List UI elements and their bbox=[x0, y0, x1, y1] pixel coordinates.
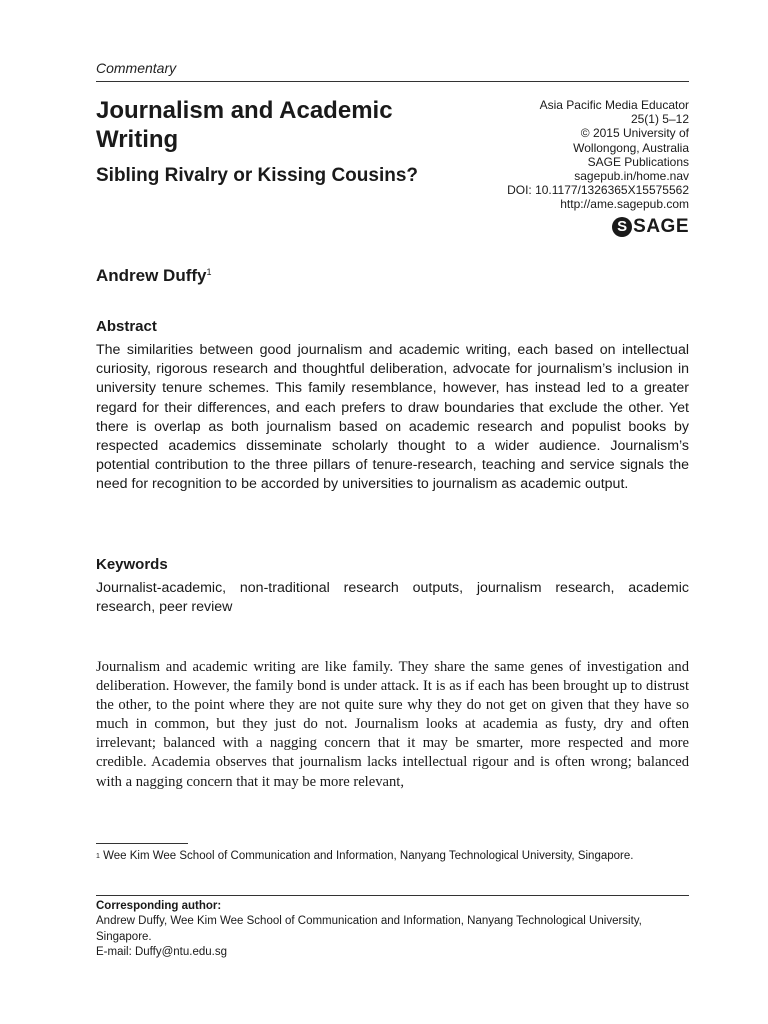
article-subtitle: Sibling Rivalry or Kissing Cousins? bbox=[96, 165, 418, 186]
journal-copyright: © 2015 University of bbox=[580, 126, 689, 141]
article-title: Journalism and Academic Writing bbox=[96, 97, 393, 153]
author-name bbox=[96, 266, 212, 286]
sage-logo-icon: S bbox=[612, 217, 632, 237]
footnote-marker: 1 bbox=[96, 853, 100, 860]
footnote bbox=[96, 849, 689, 864]
journal-volume: 25(1) 5–12 bbox=[630, 112, 689, 127]
article-doi[interactable]: DOI: 10.1177/1326365X15575562 bbox=[507, 183, 689, 198]
keywords-heading: Keywords bbox=[96, 556, 168, 573]
abstract-text: The similarities between good journalism and academic writing, each based on intellectual curiosity, rigorous research and thoughtful deliberation, advocate for journalism’s inclusion in university tenure schemes. This family resemblance, however, has instead led to a greater regard for their differences, and each prefers to draw boundaries that exclude the other. Yet there is overlap as both journalism based on academic research and populist books by respected academics disseminate scholarly thought to a wider audience. Journalism’s potential contribution to the three pillars of tenure-research, teaching and service signals the need for recognition to be accorded by universities to journalism as academic output. bbox=[96, 342, 689, 493]
body-paragraph: Journalism and academic writing are like family. They share the same genes of investigation and deliberation. However, the family bond is under attack. It is as if each has been brought up to distrust the other, to the point where they are not quite sure why they do not get on given that they have so much in common, but they just do not. Journalism looks at academia as fusty, dry and often irrelevant; balanced with a nagging concern that it may be smarter, more respected and more credible. Academia observes that journalism lacks intellectual rigour and is often wrong; balanced with a nagging concern that it may be more relevant, bbox=[96, 659, 689, 790]
journal-name: Asia Pacific Media Educator bbox=[539, 98, 689, 112]
publisher-url[interactable]: sagepub.in/home.nav bbox=[574, 169, 689, 184]
sage-logo-text: SAGE bbox=[633, 216, 689, 237]
abstract-heading: Abstract bbox=[96, 318, 157, 335]
corresponding-author-email[interactable]: E-mail: Duffy@ntu.edu.sg bbox=[96, 945, 227, 958]
sage-logo bbox=[612, 216, 689, 238]
corresponding-author-heading: Corresponding author: bbox=[96, 900, 222, 912]
journal-copyright-holder: Wollongong, Australia bbox=[573, 140, 689, 155]
affiliation-marker: 1 bbox=[206, 267, 212, 277]
journal-info bbox=[429, 98, 689, 212]
journal-url[interactable]: http://ame.sagepub.com bbox=[560, 197, 689, 212]
corresponding-author-rule bbox=[96, 895, 689, 896]
corresponding-author-details: Andrew Duffy, Wee Kim Wee School of Communication and Information, Nanyang Technological University, Singapore. bbox=[96, 915, 642, 943]
footnote-rule bbox=[96, 843, 188, 844]
author-name-text: Andrew Duffy bbox=[96, 266, 207, 285]
section-label: Commentary bbox=[96, 60, 177, 76]
journal-publisher: SAGE Publications bbox=[587, 154, 689, 169]
footnote-text: Wee Kim Wee School of Communication and Information, Nanyang Technological University, Singapore. bbox=[103, 850, 634, 862]
corresponding-author bbox=[96, 899, 689, 960]
keywords-text: Journalist-academic, non-traditional research outputs, journalism research, academic research, peer review bbox=[96, 580, 689, 616]
header-rule bbox=[96, 81, 689, 82]
article-page bbox=[96, 0, 689, 1024]
